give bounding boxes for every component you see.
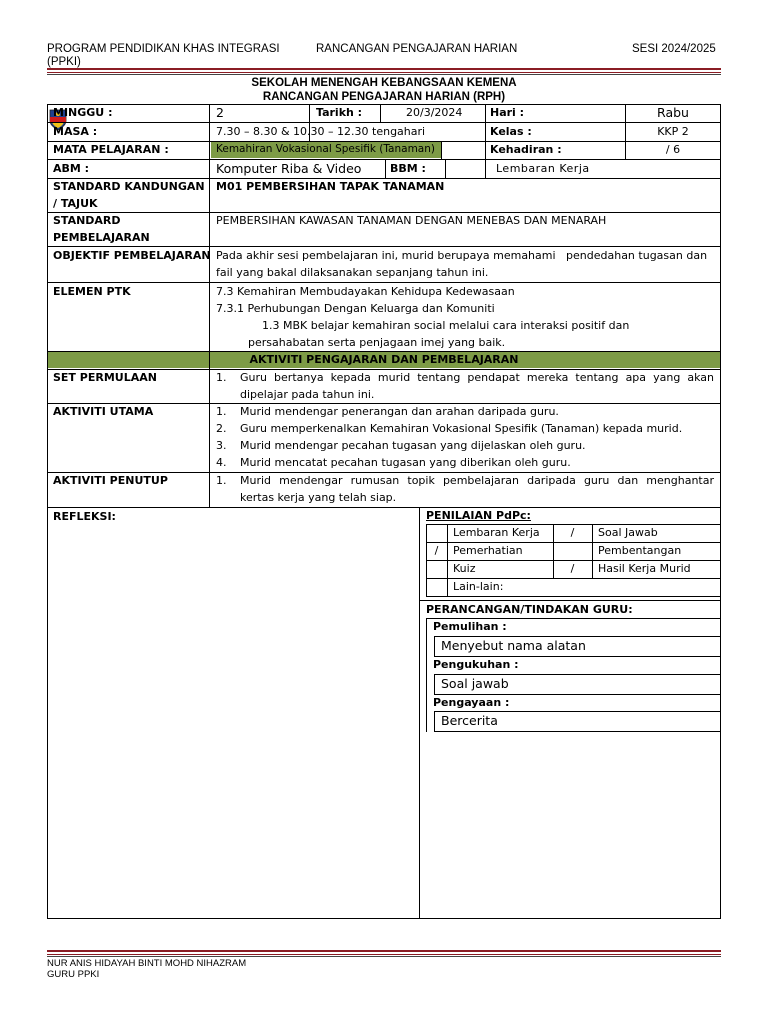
list-number: 2. [216,422,227,435]
elemen-line1: 7.3 Kemahiran Membudayakan Kehidupa Kedewasaan [216,285,515,298]
table-rule-line [385,159,386,179]
document-title: RANCANGAN PENGAJARAN HARIAN [316,43,518,55]
penilaian-option: Hasil Kerja Murid [598,562,691,575]
kehadiran-label: Kehadiran : [490,143,562,156]
table-rule-line [485,104,486,179]
standard-kandungan-label: STANDARD KANDUNGAN / TAJUK [53,180,205,210]
mata-pelajaran-label: MATA PELAJARAN : [53,143,169,156]
list-number: 1. [216,474,227,487]
penilaian-option: Soal Jawab [598,526,658,539]
bbm-label: BBM : [390,162,426,175]
table-rule-line [426,596,721,597]
abm-value: Komputer Riba & Video [216,161,362,176]
table-rule-line [47,159,721,160]
aktiviti-utama-item: Murid mencatat pecahan tugasan yang diberikan oleh guru. [240,456,571,469]
pengayaan-value: Bercerita [441,713,498,728]
pengukuhan-value: Soal jawab [441,676,509,691]
aktiviti-heading: AKTIVITI PENGAJARAN DAN PEMBELAJARAN [249,353,519,366]
rph-subtitle: RANCANGAN PENGAJARAN HARIAN (RPH) [262,91,506,103]
set-permulaan-item: Guru bertanya kepada murid tentang pendapat mereka tentang apa yang akan dipelajar pada tahun ini. [240,371,714,401]
penilaian-option: Lembaran Kerja [453,526,540,539]
teacher-role: GURU PPKI [47,969,100,980]
objektif-label: OBJEKTIF PEMBELAJARAN [53,249,211,262]
school-name: SEKOLAH MENENGAH KEBANGSAAN KEMENA [251,77,517,89]
aktiviti-utama-item: Murid mendengar pecahan tugasan yang dijelaskan oleh guru. [240,439,586,452]
mata-pelajaran-value: Kemahiran Vokasional Spesifik (Tanaman) [216,143,435,155]
penilaian-option: Pemerhatian [453,544,523,557]
aktiviti-penutup-item: Murid mendengar rumusan topik pembelajaran daripada guru dan menghantar kertas kerja yang telah siap. [240,474,714,504]
list-number: 1. [216,405,227,418]
footer-rule [47,950,721,957]
masa-value: 7.30 – 8.30 & 10.30 – 12.30 tengahari [216,125,426,138]
table-rule-line [426,524,427,596]
session-label: SESI 2024/2025 [632,43,716,55]
minggu-value: 2 [216,105,224,120]
kelas-label: Kelas : [490,125,532,138]
hari-value: Rabu [657,105,689,120]
table-rule-line [47,507,721,508]
bbm-value: Lembaran Kerja [496,162,590,175]
list-number: 4. [216,456,227,469]
tarikh-value: 20/3/2024 [406,106,463,119]
table-rule-line [434,731,721,732]
table-rule-line [209,104,210,507]
aktiviti-penutup-label: AKTIVITI PENUTUP [53,474,168,487]
abm-label: ABM : [53,162,90,175]
header-rule [47,68,721,75]
penilaian-mark: / [570,526,575,539]
aktiviti-utama-item: Guru memperkenalkan Kemahiran Vokasional Spesifik (Tanaman) kepada murid. [240,422,683,435]
penilaian-option: Pembentangan [598,544,682,557]
table-rule-line [447,524,448,596]
hari-label: Hari : [490,106,525,119]
set-permulaan-label: SET PERMULAAN [53,371,157,384]
objektif-value: Pada akhir sesi pembelajaran ini, murid berupaya memahami pendedahan tugasan dan fail yang bakal dilaksanakan sepanjang tahun ini. [216,249,711,279]
pengayaan-label: Pengayaan : [433,696,510,709]
table-rule-line [592,524,593,578]
penilaian-mark: / [570,562,575,575]
tarikh-label: Tarikh : [316,106,363,119]
table-rule-line [380,104,381,123]
table-rule-line [441,141,442,160]
table-rule-line [434,636,435,656]
pemulihan-label: Pemulihan : [433,620,507,633]
standard-kandungan-value: M01 PEMBERSIHAN TAPAK TANAMAN [216,180,445,193]
table-rule-line [419,507,420,919]
table-rule-line [426,618,427,732]
perancangan-label: PERANCANGAN/TINDAKAN GURU: [426,603,633,616]
elemen-line3: 1.3 MBK belajar kemahiran social melalui cara interaksi positif dan persahabatan serta penjagaan imej yang baik. [248,319,630,349]
teacher-name: NUR ANIS HIDAYAH BINTI MOHD NIHAZRAM [47,958,247,969]
penilaian-mark: / [434,544,439,557]
minggu-label: MINGGU : [53,106,113,119]
aktiviti-utama-label: AKTIVITI UTAMA [53,405,154,418]
kehadiran-value: / 6 [665,143,681,156]
aktiviti-utama-item: Murid mendengar penerangan dan arahan daripada guru. [240,405,559,418]
pemulihan-value: Menyebut nama alatan [441,638,586,653]
masa-label: MASA : [53,125,98,138]
program-name: PROGRAM PENDIDIKAN KHAS INTEGRASI (PPKI) [47,43,280,68]
table-rule-line [434,711,435,731]
standard-pembelajaran-label: STANDARD PEMBELAJARAN [53,214,150,244]
kelas-value: KKP 2 [657,125,689,138]
list-number: 1. [216,371,227,384]
table-rule-line [445,159,446,179]
penilaian-option: Lain-lain: [453,580,504,593]
elemen-label: ELEMEN PTK [53,285,131,298]
pengukuhan-label: Pengukuhan : [433,658,519,671]
refleksi-label: REFLEKSI: [53,510,116,523]
elemen-line2: 7.3.1 Perhubungan Dengan Keluarga dan Komuniti [216,302,495,315]
penilaian-option: Kuiz [453,562,476,575]
list-number: 3. [216,439,227,452]
standard-pembelajaran-value: PEMBERSIHAN KAWASAN TANAMAN DENGAN MENEBAS DAN MENARAH [216,214,607,227]
penilaian-label: PENILAIAN PdPc: [426,509,531,522]
table-rule-line [434,674,435,694]
